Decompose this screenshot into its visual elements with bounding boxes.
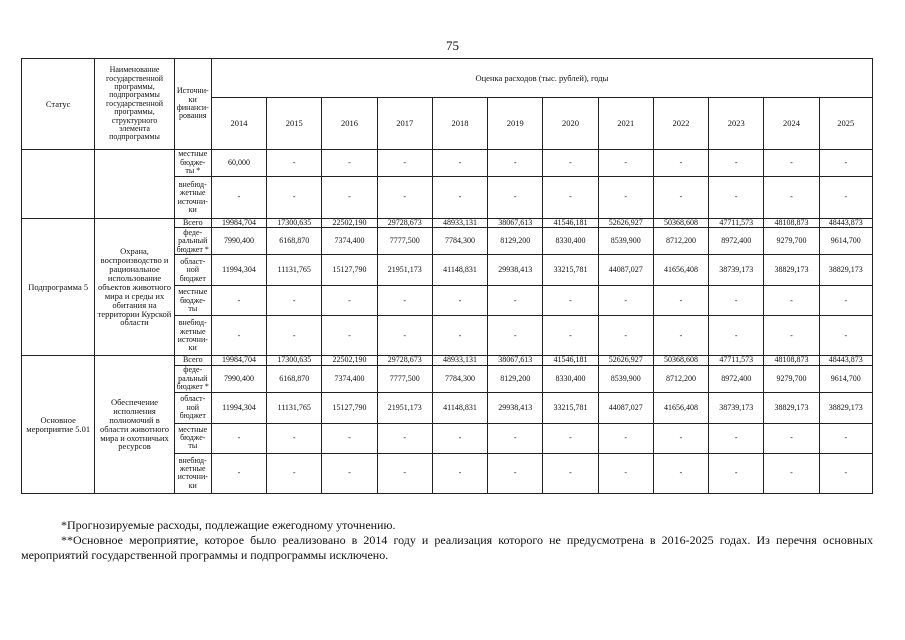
value-cell: 8129,200 <box>488 228 543 255</box>
value-cell: 9614,700 <box>819 228 872 255</box>
value-cell: 44087,027 <box>598 255 653 286</box>
value-cell: 19984,704 <box>211 219 266 228</box>
header-year: 2014 <box>211 98 266 150</box>
value-cell: - <box>819 316 872 356</box>
value-cell: - <box>819 453 872 493</box>
value-cell: - <box>432 316 487 356</box>
value-cell: - <box>653 150 708 177</box>
value-cell: - <box>543 453 598 493</box>
funding-source-cell: област-ной бюджет <box>174 392 211 423</box>
value-cell: - <box>543 150 598 177</box>
header-status: Статус <box>22 59 95 150</box>
value-cell: 48108,873 <box>764 356 819 365</box>
status-cell: Подпрограмма 5 <box>22 219 95 356</box>
header-year: 2022 <box>653 98 708 150</box>
value-cell: 8330,400 <box>543 365 598 392</box>
table-row <box>22 356 873 365</box>
value-cell: 6168,870 <box>267 365 322 392</box>
funding-source-cell: внебюд-жетные источни-ки <box>174 177 211 219</box>
value-cell: - <box>653 286 708 316</box>
value-cell: - <box>764 177 819 219</box>
value-cell: - <box>322 316 377 356</box>
funding-source-cell: внебюд-жетные источни-ки <box>174 453 211 493</box>
value-cell: - <box>598 316 653 356</box>
value-cell: 33215,781 <box>543 392 598 423</box>
value-cell: - <box>598 423 653 453</box>
value-cell: - <box>709 316 764 356</box>
value-cell: - <box>543 316 598 356</box>
value-cell: - <box>709 177 764 219</box>
value-cell: 21951,173 <box>377 255 432 286</box>
value-cell: - <box>432 453 487 493</box>
footnote-main-event: **Основное мероприятие, которое было реализовано в 2014 году и реализация которого не предусмотрена в 2016-2025 годах. Из перечня основных мероприятий государственной программы и подпрограммы исключено. <box>21 533 873 562</box>
program-name-cell: Обеспечение исполнения полномочий в области животного мира и охотничьих ресурсов <box>95 356 174 493</box>
value-cell: 8129,200 <box>488 365 543 392</box>
value-cell: 7374,400 <box>322 228 377 255</box>
value-cell: 29938,413 <box>488 255 543 286</box>
header-year: 2018 <box>432 98 487 150</box>
funding-source-cell: внебюд-жетные источни-ки <box>174 316 211 356</box>
funding-source-cell: местные бюдже-ты * <box>174 150 211 177</box>
value-cell: 7777,500 <box>377 365 432 392</box>
value-cell: 15127,790 <box>322 255 377 286</box>
table-row <box>22 150 873 177</box>
value-cell: 7990,400 <box>211 365 266 392</box>
value-cell: - <box>377 150 432 177</box>
value-cell: 7990,400 <box>211 228 266 255</box>
value-cell: 50368,608 <box>653 219 708 228</box>
value-cell: 41148,831 <box>432 255 487 286</box>
value-cell: 8539,900 <box>598 228 653 255</box>
value-cell: - <box>819 150 872 177</box>
header-year: 2020 <box>543 98 598 150</box>
value-cell: 48443,873 <box>819 356 872 365</box>
value-cell: - <box>488 316 543 356</box>
value-cell: - <box>377 316 432 356</box>
value-cell: 6168,870 <box>267 228 322 255</box>
header-year: 2025 <box>819 98 872 150</box>
funding-source-cell: местные бюдже-ты <box>174 286 211 316</box>
value-cell: - <box>488 453 543 493</box>
value-cell: 7784,300 <box>432 365 487 392</box>
value-cell: - <box>322 453 377 493</box>
value-cell: 7784,300 <box>432 228 487 255</box>
value-cell: - <box>267 286 322 316</box>
value-cell: 8539,900 <box>598 365 653 392</box>
value-cell: 11994,304 <box>211 255 266 286</box>
value-cell: - <box>598 177 653 219</box>
value-cell: 38829,173 <box>764 392 819 423</box>
value-cell: - <box>598 286 653 316</box>
footnote-forecast: *Прогнозируемые расходы, подлежащие ежегодному уточнению. <box>61 518 396 532</box>
value-cell: 11131,765 <box>267 255 322 286</box>
value-cell: 7374,400 <box>322 365 377 392</box>
value-cell: 50368,608 <box>653 356 708 365</box>
value-cell: - <box>432 150 487 177</box>
funding-source-cell: Всего <box>174 219 211 228</box>
value-cell: 11994,304 <box>211 392 266 423</box>
value-cell: 9279,700 <box>764 228 819 255</box>
header-year: 2023 <box>709 98 764 150</box>
value-cell: - <box>488 150 543 177</box>
value-cell: 29728,673 <box>377 219 432 228</box>
header-year: 2017 <box>377 98 432 150</box>
value-cell: - <box>488 423 543 453</box>
value-cell: - <box>764 150 819 177</box>
value-cell: 38067,613 <box>488 219 543 228</box>
value-cell: 41656,408 <box>653 255 708 286</box>
value-cell: - <box>819 423 872 453</box>
value-cell: - <box>322 286 377 316</box>
value-cell: - <box>432 423 487 453</box>
value-cell: - <box>764 423 819 453</box>
header-year: 2015 <box>267 98 322 150</box>
program-name-cell: Охрана, воспроизводство и рациональное использование объектов животного мира и среды их обитания на территории Курской области <box>95 219 174 356</box>
value-cell: - <box>653 423 708 453</box>
value-cell: - <box>377 286 432 316</box>
value-cell: - <box>377 423 432 453</box>
value-cell: - <box>598 150 653 177</box>
value-cell: - <box>377 453 432 493</box>
value-cell: - <box>211 453 266 493</box>
value-cell: - <box>211 316 266 356</box>
value-cell: 29938,413 <box>488 392 543 423</box>
value-cell: - <box>653 316 708 356</box>
value-cell: - <box>211 286 266 316</box>
value-cell: 8712,200 <box>653 228 708 255</box>
value-cell: - <box>764 316 819 356</box>
header-year: 2024 <box>764 98 819 150</box>
value-cell: 52626,927 <box>598 219 653 228</box>
value-cell: 44087,027 <box>598 392 653 423</box>
value-cell: - <box>764 453 819 493</box>
header-year: 2021 <box>598 98 653 150</box>
value-cell: - <box>543 177 598 219</box>
value-cell: 47711,573 <box>709 219 764 228</box>
value-cell: - <box>432 177 487 219</box>
value-cell: - <box>653 453 708 493</box>
status-cell <box>22 150 95 219</box>
value-cell: 17300,635 <box>267 219 322 228</box>
value-cell: 47711,573 <box>709 356 764 365</box>
value-cell: 38829,173 <box>764 255 819 286</box>
footnotes <box>21 518 873 563</box>
funding-source-cell: област-ной бюджет <box>174 255 211 286</box>
value-cell: - <box>598 453 653 493</box>
value-cell: - <box>488 177 543 219</box>
value-cell: - <box>267 316 322 356</box>
value-cell: - <box>322 423 377 453</box>
value-cell: - <box>377 177 432 219</box>
value-cell: - <box>267 453 322 493</box>
value-cell: - <box>322 150 377 177</box>
value-cell: 48108,873 <box>764 219 819 228</box>
value-cell: 8972,400 <box>709 228 764 255</box>
value-cell: 11131,765 <box>267 392 322 423</box>
value-cell: - <box>267 423 322 453</box>
value-cell: 38829,173 <box>819 255 872 286</box>
value-cell: - <box>819 286 872 316</box>
value-cell: - <box>267 150 322 177</box>
value-cell: - <box>432 286 487 316</box>
header-name: Наименование государственной программы, подпрограммы государственной программы, структурного элемента подпрограммы <box>95 59 174 150</box>
value-cell: 9614,700 <box>819 365 872 392</box>
value-cell: 8330,400 <box>543 228 598 255</box>
value-cell: - <box>211 423 266 453</box>
value-cell: - <box>653 177 708 219</box>
value-cell: 60,000 <box>211 150 266 177</box>
value-cell: - <box>488 286 543 316</box>
header-source: Источни-ки финанси-рования <box>174 59 211 150</box>
value-cell: - <box>211 177 266 219</box>
value-cell: 15127,790 <box>322 392 377 423</box>
funding-source-cell: феде-ральный бюджет * <box>174 365 211 392</box>
value-cell: - <box>709 423 764 453</box>
value-cell: 38829,173 <box>819 392 872 423</box>
value-cell: 41148,831 <box>432 392 487 423</box>
value-cell: - <box>709 453 764 493</box>
value-cell: - <box>709 150 764 177</box>
status-cell: Основное мероприятие 5.01 <box>22 356 95 493</box>
value-cell: - <box>543 286 598 316</box>
value-cell: 21951,173 <box>377 392 432 423</box>
funding-source-cell: феде-ральный бюджет * <box>174 228 211 255</box>
value-cell: 41546,181 <box>543 219 598 228</box>
header-year: 2016 <box>322 98 377 150</box>
value-cell: 38739,173 <box>709 255 764 286</box>
value-cell: - <box>764 286 819 316</box>
value-cell: - <box>543 423 598 453</box>
value-cell: 19984,704 <box>211 356 266 365</box>
value-cell: 33215,781 <box>543 255 598 286</box>
value-cell: 22502,190 <box>322 356 377 365</box>
value-cell: - <box>267 177 322 219</box>
value-cell: 48443,873 <box>819 219 872 228</box>
value-cell: - <box>709 286 764 316</box>
value-cell: 41546,181 <box>543 356 598 365</box>
funding-source-cell: Всего <box>174 356 211 365</box>
funding-source-cell: местные бюдже-ты <box>174 423 211 453</box>
program-name-cell <box>95 150 174 219</box>
value-cell: 8712,200 <box>653 365 708 392</box>
value-cell: 7777,500 <box>377 228 432 255</box>
value-cell: 48933,131 <box>432 356 487 365</box>
value-cell: 29728,673 <box>377 356 432 365</box>
budget-table <box>21 58 873 494</box>
value-cell: 17300,635 <box>267 356 322 365</box>
value-cell: 41656,408 <box>653 392 708 423</box>
header-estimate: Оценка расходов (тыс. рублей), годы <box>211 59 872 98</box>
table-row <box>22 219 873 228</box>
value-cell: 8972,400 <box>709 365 764 392</box>
value-cell: 38067,613 <box>488 356 543 365</box>
value-cell: 9279,700 <box>764 365 819 392</box>
value-cell: 22502,190 <box>322 219 377 228</box>
page-number: 75 <box>446 38 459 53</box>
header-year: 2019 <box>488 98 543 150</box>
value-cell: - <box>819 177 872 219</box>
value-cell: 52626,927 <box>598 356 653 365</box>
value-cell: 48933,131 <box>432 219 487 228</box>
value-cell: 38739,173 <box>709 392 764 423</box>
value-cell: - <box>322 177 377 219</box>
